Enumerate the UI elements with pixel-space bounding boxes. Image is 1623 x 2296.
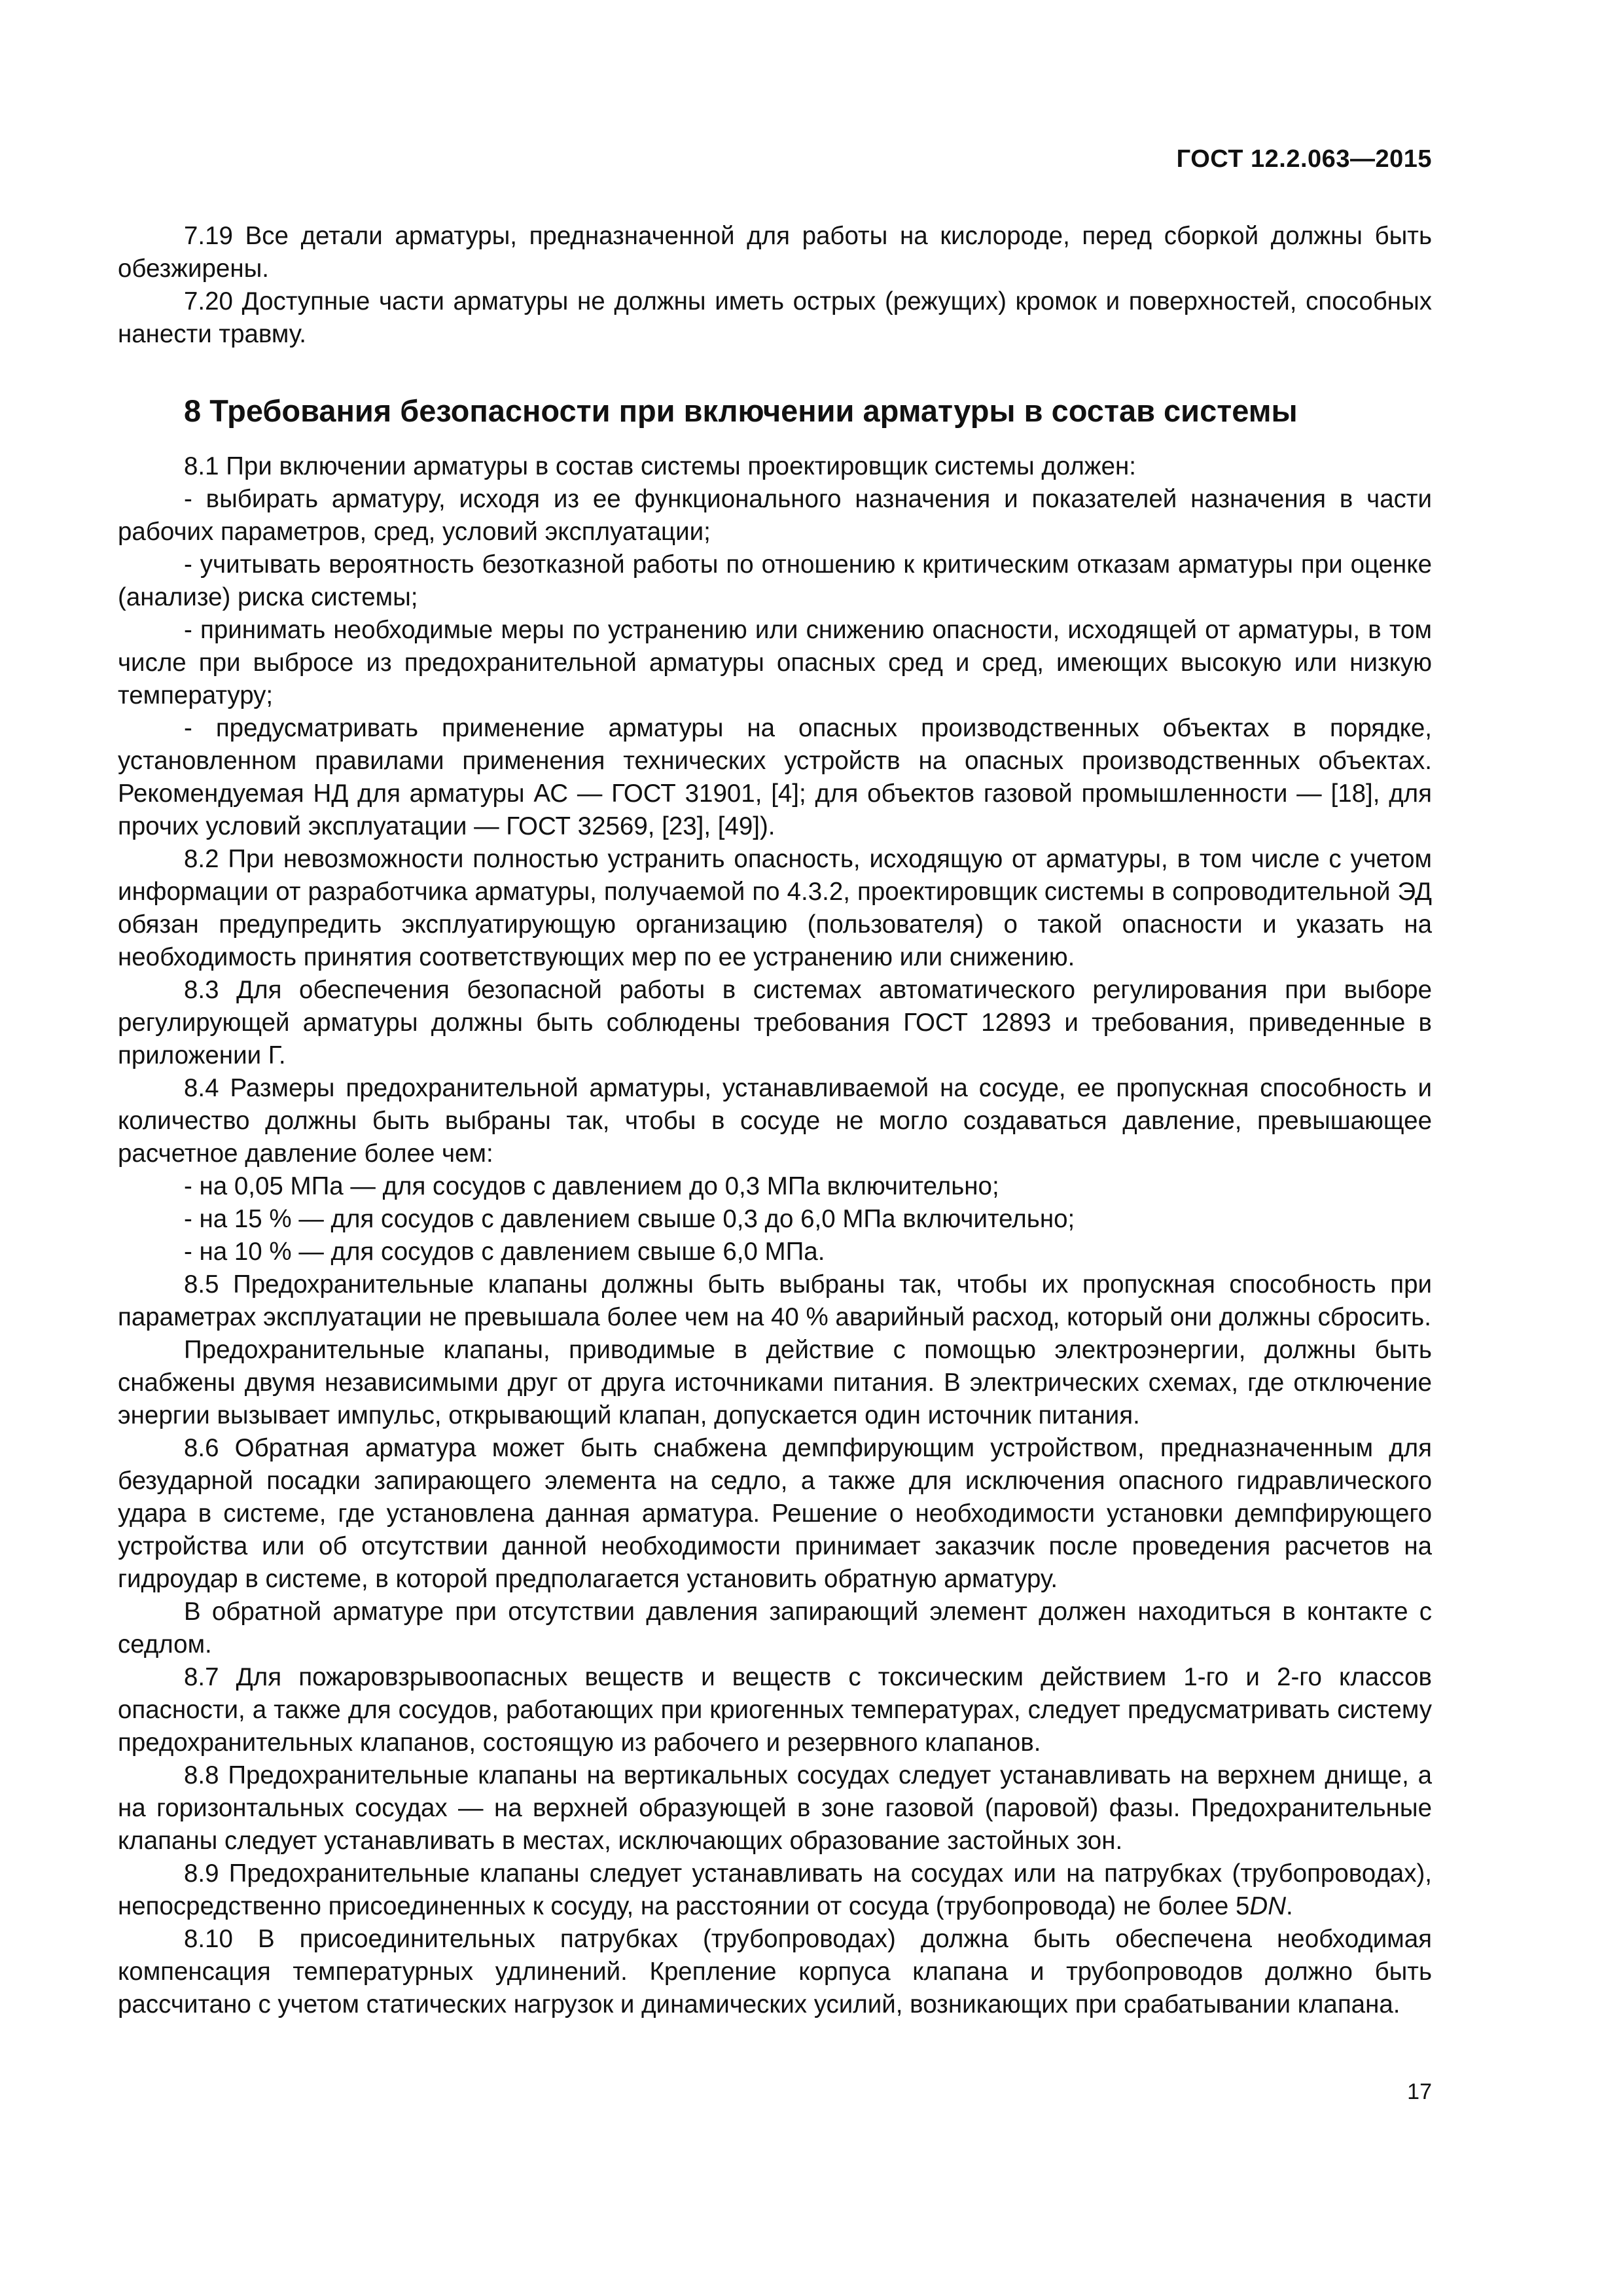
paragraph-8-4: 8.4 Размеры предохранительной арматуры, устанавливаемой на сосуде, ее пропускная способность и количество должны быть выбраны так, чтобы в сосуде не могло создаваться давление, превышающее расчетное давление более чем:	[118, 1074, 1432, 1168]
paragraph-8-8: 8.8 Предохранительные клапаны на вертикальных сосудах следует устанавливать на верхнем днище, а на горизонтальных сосудах — на верхней образующей в зоне газовой (паровой) фазы. Предохранительные клапаны следует устанавливать в местах, исключающих образование застойных зон.	[118, 1761, 1432, 1855]
paragraph-8-1: 8.1 При включении арматуры в состав системы проектировщик системы должен:	[184, 452, 1136, 480]
list-item: - предусматривать применение арматуры на опасных производственных объектах в порядке, установленном правилами применения технических устройств на опасных производственных объектах. Рекомендуемая НД для арматуры АС — ГОСТ 31901, [4]; для объектов газовой промышленности — [18], для прочих условий эксплуатации — ГОСТ 32569, [23], [49]).	[118, 714, 1432, 840]
list-item: - на 15 % — для сосудов с давлением свыше 0,3 до 6,0 МПа включительно;	[184, 1205, 1075, 1233]
paragraph-8-10: 8.10 В присоединительных патрубках (трубопроводах) должна быть обеспечена необходимая компенсация температурных удлинений. Крепление корпуса клапана и трубопроводов должно быть рассчитано с учетом статических нагрузок и динамических усилий, возникающих при срабатывании клапана.	[118, 1925, 1432, 2018]
paragraph-8-9-end: .	[1286, 1892, 1293, 1920]
paragraph-8-9	[118, 1857, 1432, 1923]
list-item: - на 0,05 МПа — для сосудов с давлением до 0,3 МПа включительно;	[184, 1172, 999, 1200]
paragraph-8-2: 8.2 При невозможности полностью устранить опасность, исходящую от арматуры, в том числе с учетом информации от разработчика арматуры, получаемой по 4.3.2, проектировщик системы в сопроводительной ЭД обязан предупредить эксплуатирующую организацию (пользователя) о такой опасности и указать на необходимость принятия соответствующих мер по ее устранению или снижению.	[118, 845, 1432, 971]
paragraph-7-19: 7.19 Все детали арматуры, предназначенной для работы на кислороде, перед сборкой должны быть обезжирены.	[118, 222, 1432, 283]
paragraph-8-6: 8.6 Обратная арматура может быть снабжена демпфирующим устройством, предназначенным для безударной посадки запирающего элемента на седло, а также для исключения опасного гидравлического удара в системе, где установлена данная арматура. Решение о необходимости установки демпфирующего устройства или об отсутствии данной необходимости принимает заказчик после проведения расчетов на гидроудар в системе, в которой предполагается установить обратную арматуру.	[118, 1434, 1432, 1593]
paragraph-8-5-cont: Предохранительные клапаны, приводимые в действие с помощью электроэнергии, должны быть снабжены двумя независимыми друг от друга источниками питания. В электрических схемах, где отключение энергии вызывает импульс, открывающий клапан, допускается один источник питания.	[118, 1336, 1432, 1429]
list-item: - учитывать вероятность безотказной работы по отношению к критическим отказам арматуры при оценке (анализе) риска системы;	[118, 550, 1432, 611]
dn-symbol: DN	[1249, 1892, 1287, 1920]
paragraph-8-3: 8.3 Для обеспечения безопасной работы в системах автоматического регулирования при выборе регулирующей арматуры должны быть соблюдены требования ГОСТ 12893 и требования, приведенные в приложении Г.	[118, 976, 1432, 1069]
document-code: ГОСТ 12.2.063—2015	[1176, 145, 1432, 173]
list-item: - на 10 % — для сосудов с давлением свыше 6,0 МПа.	[184, 1238, 825, 1266]
section-heading: 8 Требования безопасности при включении арматуры в состав системы	[184, 393, 1298, 428]
paragraph-8-5: 8.5 Предохранительные клапаны должны быть выбраны так, чтобы их пропускная способность при параметрах эксплуатации не превышала более чем на 40 % аварийный расход, который они должны сбросить.	[118, 1270, 1432, 1331]
paragraph-8-7: 8.7 Для пожаровзрывоопасных веществ и веществ с токсическим действием 1-го и 2-го классов опасности, а также для сосудов, работающих при криогенных температурах, следует предусматривать систему предохранительных клапанов, состоящую из рабочего и резервного клапанов.	[118, 1663, 1432, 1757]
paragraph-7-20: 7.20 Доступные части арматуры не должны иметь острых (режущих) кромок и поверхностей, способных нанести травму.	[118, 287, 1432, 348]
list-item: - выбирать арматуру, исходя из ее функционального назначения и показателей назначения в части рабочих параметров, сред, условий эксплуатации;	[118, 485, 1432, 546]
document-body	[118, 220, 1432, 2021]
paragraph-8-9-text: 8.9 Предохранительные клапаны следует устанавливать на сосудах или на патрубках (трубопроводах), непосредственно присоединенных к сосуду, на расстоянии от сосуда (трубопровода) не более 5	[118, 1859, 1432, 1920]
list-item: - принимать необходимые меры по устранению или снижению опасности, исходящей от арматуры, в том числе при выбросе из предохранительной арматуры опасных сред и сред, имеющих высокую или низкую температуру;	[118, 616, 1432, 709]
page-number: 17	[1407, 2079, 1432, 2104]
paragraph-8-6-cont: В обратной арматуре при отсутствии давления запирающий элемент должен находиться в контакте с седлом.	[118, 1598, 1432, 1659]
